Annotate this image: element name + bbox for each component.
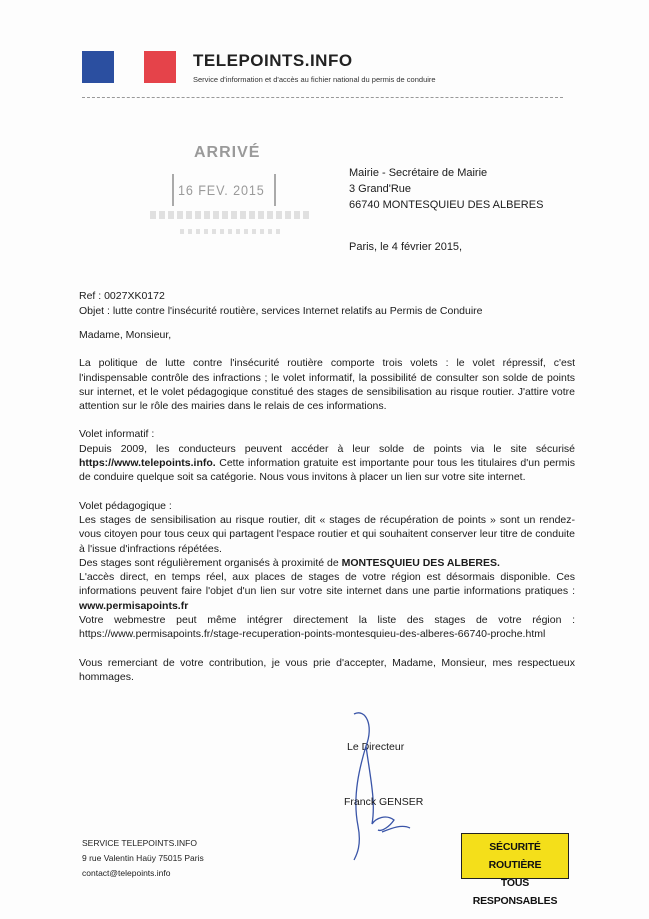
volet-pedagogique-text-4: Votre webmestre peut même intégrer directement la liste des stages de votre région : https://www.permisapoints.fr/stage-recuperation-points-montesquieu-des-alberes-66740-proche.html	[79, 614, 575, 641]
brand-title: TELEPOINTS.INFO	[193, 51, 353, 70]
volet-informatif-text-2: Cette information gratuite est importante pour tous les titulaires d'un permis de conduire quelque soit sa catégorie. Nous vous invitons à placer un lien sur votre site internet.	[79, 457, 575, 484]
volet-pedagogique-text-3: L'accès direct, en temps réel, aux places de stages de votre région est désormais disponible. Ces informations peuvent faire l'objet d'un lien sur votre site internet dans une partie informations pratiques :	[79, 571, 575, 598]
letter-body	[79, 328, 575, 698]
recipient-line-3: 66740 MONTESQUIEU DES ALBERES	[349, 199, 544, 211]
stamp-smudge-lower	[180, 229, 280, 234]
badge-line-1: SÉCURITÉ ROUTIÈRE	[488, 841, 542, 871]
reference-number: Ref : 0027XK0172	[79, 290, 165, 302]
recipient-line-1: Mairie - Secrétaire de Mairie	[349, 167, 488, 179]
volet-pedagogique-section	[79, 499, 575, 642]
badge-line-2: TOUS RESPONSABLES	[472, 877, 558, 907]
securite-routiere-badge	[461, 833, 569, 907]
salutation: Madame, Monsieur,	[79, 329, 172, 341]
brand-tagline: Service d'information et d'accès au fichier national du permis de conduire	[193, 75, 436, 84]
stamp-smudge	[150, 211, 310, 219]
stamp-date: 16 FEV. 2015	[178, 182, 265, 198]
volet-informatif-section	[79, 427, 575, 484]
recipient-line-2: 3 Grand'Rue	[349, 183, 412, 195]
flag-red-block	[144, 51, 176, 83]
signatory-title: Le Directeur	[347, 741, 405, 753]
flag-blue-block	[82, 51, 114, 83]
footer-street: 9 rue Valentin Haüy 75015 Paris	[82, 853, 204, 863]
header-divider	[82, 97, 563, 98]
reference-block	[79, 289, 483, 319]
volet-pedagogique-text-1: Les stages de sensibilisation au risque routier, dit « stages de récupération de points » sont un rendez-vous citoyen pour tous ceux qui partagent l'espace routier et qui souhaitent conserver leur titre de conduite à l'issue d'infractions répétées.	[79, 513, 575, 555]
footer-service-name: SERVICE TELEPOINTS.INFO	[82, 838, 197, 848]
letter-date: Paris, le 4 février 2015,	[349, 241, 463, 253]
footer-email: contact@telepoints.info	[82, 868, 171, 878]
handwritten-signature	[336, 706, 426, 864]
volet-informatif-text-1: Depuis 2009, les conducteurs peuvent accéder à leur solde de points via le site sécurisé	[79, 442, 575, 455]
intro-paragraph: La politique de lutte contre l'insécurité routière comporte trois volets : le volet répressif, c'est l'indispensable contrôle des infractions ; le volet informatif, la possibilité de consulter son solde de points sur internet, et le volet pédagogique constitué des stages de sensibilisation au risque routier. J'attire votre attention sur le rôle des mairies dans le relais de ces informations.	[79, 357, 575, 413]
volet-pedagogique-title: Volet pédagogique :	[79, 499, 172, 512]
closing-paragraph: Vous remerciant de votre contribution, je vous prie d'accepter, Madame, Monsieur, mes respectueux hommages.	[79, 656, 575, 683]
permisapoints-link: www.permisapoints.fr	[79, 599, 189, 612]
footer-address	[82, 836, 204, 881]
telepoints-link: https://www.telepoints.info.	[79, 457, 216, 470]
city-name: MONTESQUIEU DES ALBERES.	[341, 556, 500, 569]
received-stamp	[150, 144, 312, 242]
letter-subject: Objet : lutte contre l'insécurité routière, services Internet relatifs au Permis de Conduire	[79, 305, 483, 317]
stamp-arrive-text: ARRIVÉ	[194, 144, 261, 161]
volet-pedagogique-text-2: Des stages sont régulièrement organisés à proximité de	[79, 556, 342, 569]
signatory-name: Franck GENSER	[344, 796, 424, 808]
recipient-address	[349, 165, 543, 213]
volet-informatif-title: Volet informatif :	[79, 428, 155, 441]
